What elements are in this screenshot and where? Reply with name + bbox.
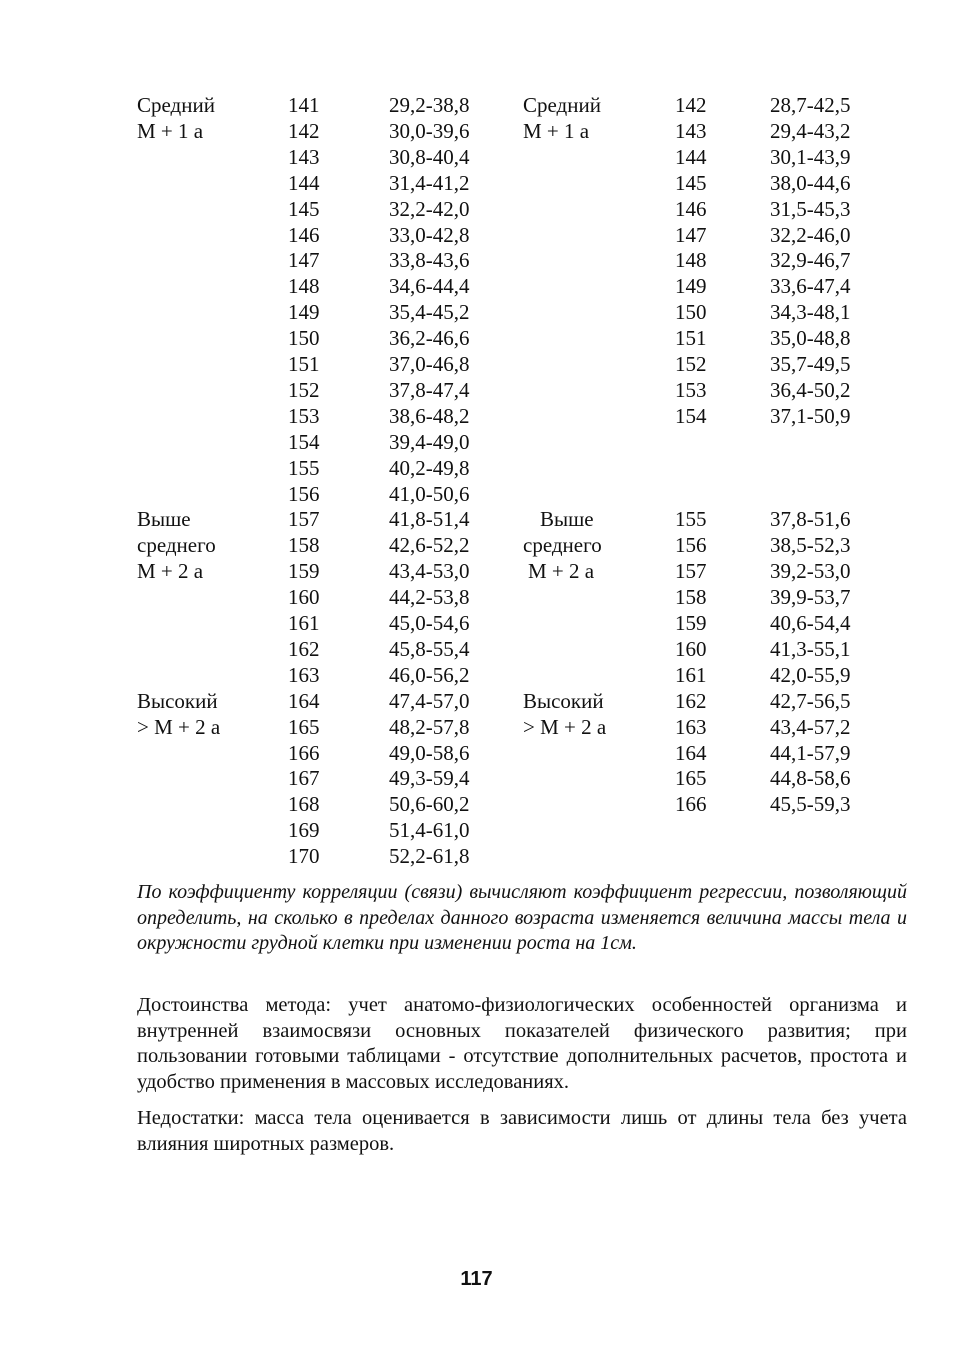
right-range-cell: 33,6-47,4	[770, 274, 851, 299]
left-height-cell: 162	[288, 636, 320, 661]
right-height-cell: 158	[675, 585, 707, 610]
left-height-cell: 169	[288, 818, 320, 843]
left-height-cell: 149	[288, 300, 320, 325]
right-range-cell: 37,1-50,9	[770, 403, 851, 428]
right-range-cell: 45,5-59,3	[770, 792, 851, 817]
left-height-cell: 155	[288, 455, 320, 480]
right-height-cell: 163	[675, 714, 707, 739]
right-range-cell: 39,9-53,7	[770, 585, 851, 610]
right-range-cell: 35,7-49,5	[770, 352, 851, 376]
left-height-cell: 161	[288, 611, 320, 635]
right-group-label: М + 1 а	[523, 118, 590, 143]
left-range-cell: 49,3-59,4	[389, 766, 470, 791]
right-height-cell: 157	[675, 559, 707, 584]
right-height-cell: 150	[675, 300, 707, 325]
left-height-cell: 153	[288, 403, 320, 428]
right-height-cell: 154	[675, 403, 707, 428]
right-range-cell: 30,1-43,9	[770, 144, 851, 169]
right-height-cell: 152	[675, 352, 707, 376]
right-height-cell: 162	[675, 688, 707, 713]
left-height-cell: 142	[288, 118, 320, 143]
right-height-cell: 153	[675, 377, 707, 402]
right-height-cell: 149	[675, 274, 707, 299]
left-height-cell: 147	[288, 248, 320, 273]
right-group-label: М + 2 а	[528, 559, 595, 584]
left-range-cell: 45,0-54,6	[389, 611, 470, 635]
right-range-cell: 44,8-58,6	[770, 766, 851, 791]
left-group-label: Высокий	[137, 688, 218, 713]
left-height-cell: 170	[288, 844, 320, 869]
left-range-cell: 32,2-42,0	[389, 196, 470, 221]
right-height-cell: 160	[675, 636, 707, 661]
left-group-label: М + 1 а	[137, 118, 204, 143]
left-height-cell: 166	[288, 740, 320, 765]
left-height-cell: 168	[288, 792, 320, 817]
left-height-cell: 146	[288, 222, 320, 247]
right-range-cell: 29,4-43,2	[770, 118, 851, 143]
left-range-cell: 45,8-55,4	[389, 636, 470, 661]
left-range-cell: 36,2-46,6	[389, 326, 470, 351]
right-height-cell: 164	[675, 740, 707, 765]
left-range-cell: 33,0-42,8	[389, 222, 470, 247]
left-range-cell: 30,0-39,6	[389, 118, 470, 143]
right-range-cell: 40,6-54,4	[770, 611, 851, 635]
italic-paragraph: По коэффициенту корреляции (связи) вычисляют коэффициент регрессии, позволяющий определить, на сколько в пределах данного возраста изменяется величина массы тела и окружности грудной клетки при изменении роста на 1см.	[137, 881, 907, 955]
left-range-cell: 31,4-41,2	[389, 170, 470, 195]
right-range-cell: 42,0-55,9	[770, 662, 851, 687]
right-range-cell: 31,5-45,3	[770, 196, 851, 221]
right-height-cell: 166	[675, 792, 707, 817]
left-height-cell: 148	[288, 274, 320, 299]
right-height-cell: 147	[675, 222, 707, 247]
right-range-cell: 38,5-52,3	[770, 533, 851, 558]
right-group-label: Средний	[523, 93, 601, 117]
left-height-cell: 165	[288, 714, 320, 739]
right-height-cell: 143	[675, 118, 707, 143]
right-range-cell: 41,3-55,1	[770, 636, 851, 661]
left-height-cell: 143	[288, 144, 320, 169]
right-group-label: > М + 2 а	[523, 714, 607, 739]
right-height-cell: 159	[675, 611, 707, 635]
page-number: 117	[460, 1268, 493, 1290]
left-height-cell: 156	[288, 481, 320, 506]
left-range-cell: 48,2-57,8	[389, 714, 470, 739]
right-height-cell: 156	[675, 533, 707, 558]
right-range-cell: 32,2-46,0	[770, 222, 851, 247]
left-height-cell: 157	[288, 507, 320, 532]
right-range-cell: 42,7-56,5	[770, 688, 851, 713]
left-range-cell: 38,6-48,2	[389, 403, 470, 428]
left-range-cell: 46,0-56,2	[389, 662, 470, 687]
left-range-cell: 47,4-57,0	[389, 688, 470, 713]
right-height-cell: 142	[675, 93, 707, 117]
left-group-label: среднего	[137, 533, 216, 558]
left-height-cell: 158	[288, 533, 320, 558]
left-group-label: > М + 2 а	[137, 714, 221, 739]
left-range-cell: 40,2-49,8	[389, 455, 470, 480]
left-height-cell: 152	[288, 377, 320, 402]
left-range-cell: 44,2-53,8	[389, 585, 470, 610]
right-height-cell: 155	[675, 507, 707, 532]
disadvantages-paragraph: Недостатки: масса тела оценивается в зависимости лишь от длины тела без учета влияния широтных размеров.	[137, 1107, 907, 1155]
right-group-label: Выше	[540, 507, 594, 532]
left-height-cell: 151	[288, 352, 320, 376]
left-group-label: М + 2 а	[137, 559, 204, 584]
right-height-cell: 165	[675, 766, 707, 791]
left-height-cell: 160	[288, 585, 320, 610]
right-height-cell: 144	[675, 144, 707, 169]
right-range-cell: 38,0-44,6	[770, 170, 851, 195]
right-height-cell: 146	[675, 196, 707, 221]
left-range-cell: 37,8-47,4	[389, 377, 470, 402]
left-range-cell: 35,4-45,2	[389, 300, 470, 325]
left-height-cell: 150	[288, 326, 320, 351]
right-range-cell: 32,9-46,7	[770, 248, 851, 273]
left-group-label: Выше	[137, 507, 191, 532]
right-height-cell: 161	[675, 662, 707, 687]
left-range-cell: 51,4-61,0	[389, 818, 470, 843]
left-height-cell: 145	[288, 196, 320, 221]
left-height-cell: 159	[288, 559, 320, 584]
right-group-label: Высокий	[523, 688, 604, 713]
right-height-cell: 145	[675, 170, 707, 195]
right-range-cell: 39,2-53,0	[770, 559, 851, 584]
right-range-cell: 44,1-57,9	[770, 740, 851, 765]
left-group-label: Средний	[137, 93, 215, 117]
right-group-label: среднего	[523, 533, 602, 558]
left-height-cell: 164	[288, 688, 320, 713]
left-height-cell: 154	[288, 429, 320, 454]
left-range-cell: 43,4-53,0	[389, 559, 470, 584]
right-range-cell: 34,3-48,1	[770, 300, 851, 325]
right-height-cell: 151	[675, 326, 707, 351]
left-range-cell: 50,6-60,2	[389, 792, 470, 817]
right-range-cell: 43,4-57,2	[770, 714, 851, 739]
left-range-cell: 41,0-50,6	[389, 481, 470, 506]
left-range-cell: 34,6-44,4	[389, 274, 470, 299]
left-range-cell: 37,0-46,8	[389, 352, 470, 376]
left-range-cell: 30,8-40,4	[389, 144, 470, 169]
right-range-cell: 37,8-51,6	[770, 507, 851, 532]
right-range-cell: 36,4-50,2	[770, 377, 851, 402]
right-height-cell: 148	[675, 248, 707, 273]
right-range-cell: 28,7-42,5	[770, 93, 851, 117]
left-range-cell: 39,4-49,0	[389, 429, 470, 454]
left-range-cell: 49,0-58,6	[389, 740, 470, 765]
left-range-cell: 33,8-43,6	[389, 248, 470, 273]
advantages-paragraph: Достоинства метода: учет анатомо-физиологических особенностей организма и внутренней взаимосвязи основных показателей физического развития; при пользовании готовыми таблицами - отсутствие дополнительных расчетов, простота и удобство применения в массовых исследованиях.	[137, 994, 907, 1093]
left-range-cell: 42,6-52,2	[389, 533, 470, 558]
left-height-cell: 163	[288, 662, 320, 687]
left-height-cell: 144	[288, 170, 320, 195]
left-height-cell: 167	[288, 766, 320, 791]
left-range-cell: 52,2-61,8	[389, 844, 470, 869]
left-range-cell: 29,2-38,8	[389, 93, 470, 117]
left-height-cell: 141	[288, 93, 320, 117]
right-range-cell: 35,0-48,8	[770, 326, 851, 351]
left-range-cell: 41,8-51,4	[389, 507, 470, 532]
